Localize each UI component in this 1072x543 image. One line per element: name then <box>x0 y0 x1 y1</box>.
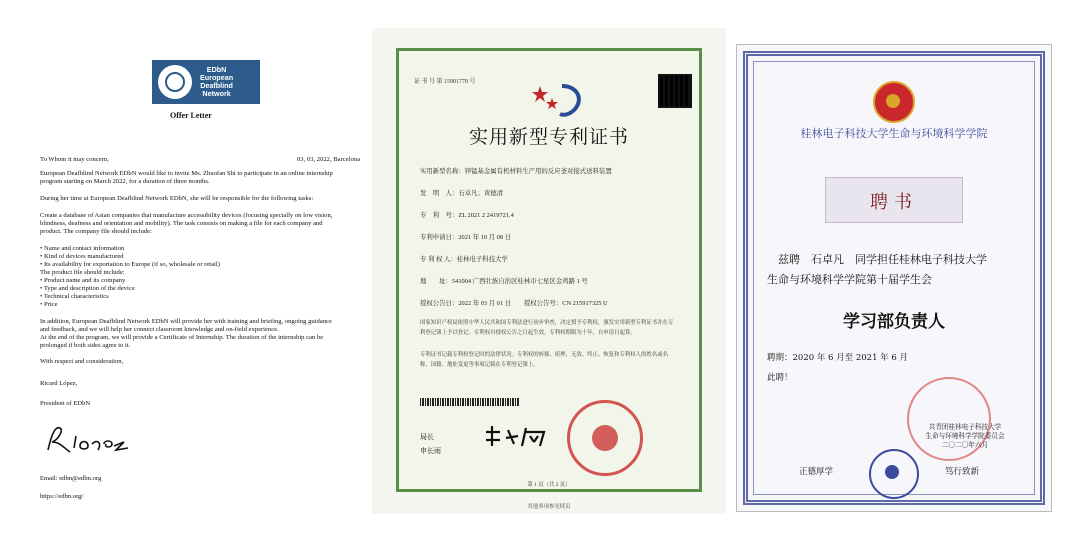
announcement-info: 授权公告日：2022 年 03 月 01 日 授权公告号：CN 215917325 U <box>420 300 608 307</box>
paragraph-line: product. The company file should include: <box>40 228 152 235</box>
logo-text-1: EDbN <box>206 64 227 74</box>
signer-role: President of EDbN <box>40 400 91 407</box>
edbn-emblem-icon <box>158 65 192 99</box>
list-item: • Price <box>40 301 58 308</box>
appointment-term: 聘期：2020 年 6 月至 2021 年 6 月 <box>767 353 908 363</box>
patent-owner: 专 利 权 人：桂林电子科技大学 <box>420 256 508 263</box>
university-emblem-icon <box>869 449 919 499</box>
certificate-paragraph: 国家知识产权局依照中华人民共和国专利法进行初步审查，决定授予专利权，颁发实用新型专利证书并在专利登记簿上予以登记。专利权自授权公告之日起生效。专利权期限为十年，自申请日起算。 <box>420 320 674 336</box>
closing: With respect and consideration, <box>40 358 124 365</box>
filing-date: 专利申请日：2021 年 10 月 08 日 <box>420 234 512 241</box>
certificate-number: 证 书 号 第 15901770 号 <box>414 79 476 85</box>
list-item: • Product name and its company <box>40 277 126 284</box>
letter-header-line <box>40 156 360 164</box>
certificate-title: 实用新型专利证书 <box>468 126 629 148</box>
email-text: Email: edbn@edbn.org <box>40 475 102 482</box>
issuer-line: 生命与环境科学学院委员会 <box>925 433 1005 440</box>
letter-title: Offer Letter <box>170 111 212 120</box>
motto-left: 正德厚学 <box>799 467 834 477</box>
paragraph-line: and feedback, and we will help her connect classroom knowledge and on-field experience. <box>40 326 279 333</box>
paragraph-line: At the end of the program, we will provide a Certificate of Internship. The duration of the internship can be <box>40 334 324 341</box>
paragraph-line: Create a database of Asian companies that manufacture accessibility devices (focusing specially on low vision, <box>40 212 333 219</box>
patent-office-logo-icon <box>528 80 588 120</box>
paragraph-line: European Deafblind Network EDbN would like to invite Ms. Zhuofan Shi to participate in an online internship <box>40 170 333 177</box>
barcode <box>420 398 520 406</box>
logo-text-2: European <box>200 72 234 82</box>
list-item: The product file should include: <box>40 269 125 276</box>
appointment-text-line: 生命与环境科学学院第十届学生会 <box>767 273 932 286</box>
director-name: 申长雨 <box>420 447 441 455</box>
national-emblem-icon <box>592 425 618 451</box>
edbn-logo <box>152 60 260 104</box>
paragraph-line: During her time at European Deafblind Network EDbN, she will be responsible for the following tasks: <box>40 195 314 202</box>
certificate-footer: 其他事项参见续页 <box>527 504 571 510</box>
signer-name: Ricard López, <box>40 380 78 387</box>
patent-number: 专 利 号：ZL 2021 2 2419721.4 <box>420 212 514 219</box>
paragraph-line: In addition, European Deafblind Network EDbN will provide her with training and briefing, ongoing guidance <box>40 318 332 325</box>
director-title: 局长 <box>420 433 434 441</box>
page-number: 第 1 页（共 2 页） <box>527 482 571 488</box>
handwritten-signature <box>42 422 142 456</box>
salutation: To Whom it may concern, <box>40 156 109 163</box>
logo-text-3: Deafblind <box>200 81 233 90</box>
heading-ribbon <box>825 177 963 223</box>
list-item: • Kind of devices manufactured <box>40 253 124 260</box>
youth-league-badge-icon <box>873 81 915 123</box>
paragraph-line: prolonged if both sides agree to it. <box>40 342 131 349</box>
school-name: 桂林电子科技大学生命与环境科学学院 <box>800 127 988 140</box>
paragraph-line: program starting on March 2022, for a duration of three months. <box>40 178 210 185</box>
appointment-certificate <box>736 44 1052 512</box>
appointment-closing: 此聘！ <box>767 373 793 383</box>
list-item: • Name and contact information <box>40 245 125 252</box>
list-item: • Its availability for exportation to Europe (if so, wholesale or retail) <box>40 261 220 268</box>
issuer-block <box>905 423 1025 450</box>
paragraph-line: blindness, deafness and orientation and mobility). The task consists on making a file for each company and <box>40 220 323 227</box>
issuer-date: 二〇二〇年六月 <box>941 442 989 449</box>
appointment-text-line: 兹聘 石卓凡 同学担任桂林电子科技大学 <box>767 253 987 266</box>
website-link[interactable]: https://edbn.org/ <box>40 493 84 500</box>
offer-letter <box>30 40 360 510</box>
utility-model-name: 实用新型名称：锌锰基金属有机材料生产用的反应釜对接式送料装置 <box>420 168 612 175</box>
patent-certificate <box>372 28 726 514</box>
motto-right: 笃行致新 <box>945 467 980 477</box>
inventors: 发 明 人：石卓凡；黄德清 <box>420 190 504 197</box>
list-item: • Technical characteristics <box>40 293 109 300</box>
director-signature <box>482 424 552 450</box>
qr-code <box>660 76 690 106</box>
certificate-heading: 聘书 <box>870 192 918 213</box>
logo-text-4: Network <box>202 89 231 99</box>
issuer-line: 共青团桂林电子科技大学 <box>928 424 1002 431</box>
owner-address: 地 址：541004 广西壮族自治区桂林市七星区金鸡路 1 号 <box>420 278 588 285</box>
letter-date: 03, 03, 2022, Barcelona <box>297 156 360 163</box>
list-item: • Type and description of the device <box>40 285 135 292</box>
appointed-role: 学习部负责人 <box>843 312 945 332</box>
certificate-paragraph: 专利证书记载专利权登记时的法律状况。专利权的转移、质押、无效、终止、恢复和专利权人的姓名或名称、国籍、地址变更等事项记载在专利登记簿上。 <box>420 352 668 368</box>
official-red-seal <box>567 400 643 476</box>
